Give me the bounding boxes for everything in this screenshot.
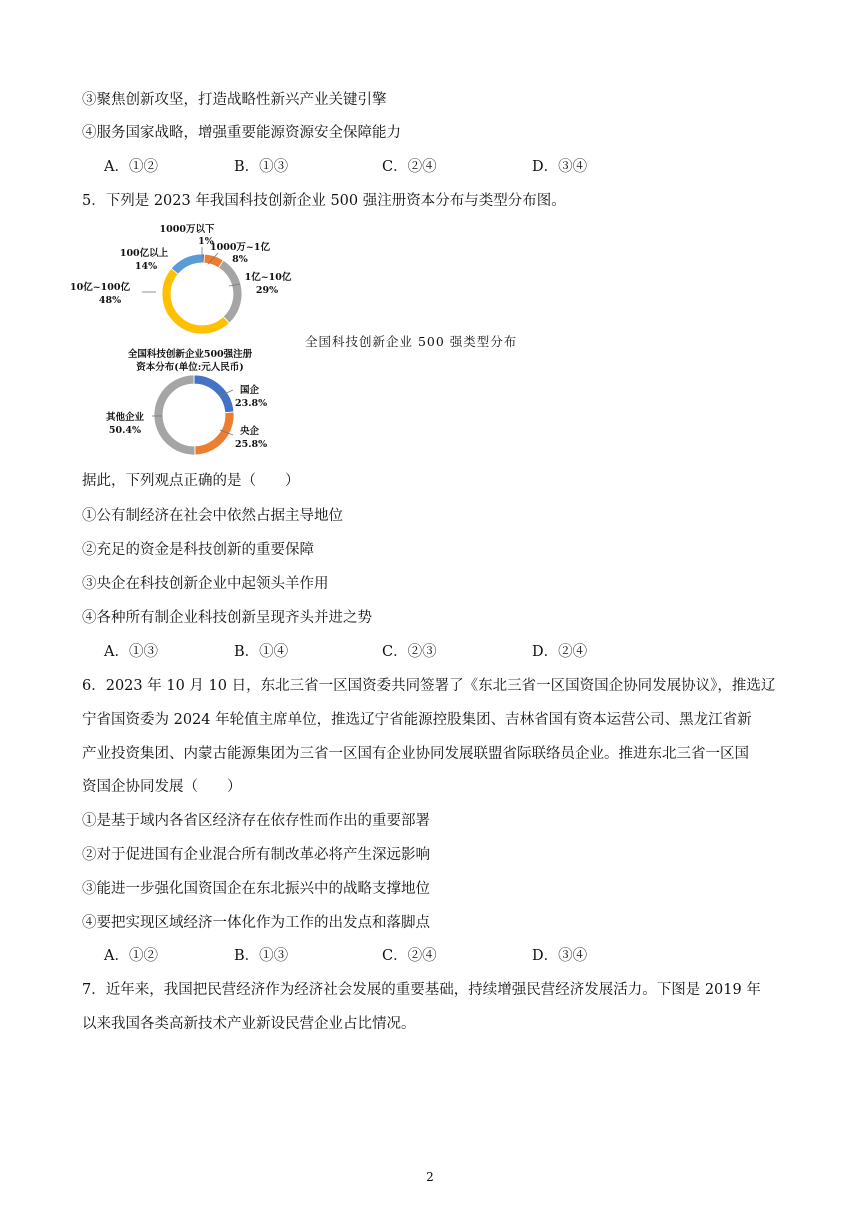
label-1b-10b: 10亿~100亿 <box>69 282 131 293</box>
q4-statement-3: ③聚焦创新攻坚，打造战略性新兴产业关键引擎 <box>82 92 387 108</box>
q7-stem-line-1: 7．近年来，我国把民营经济作为经济社会发展的重要基础，持续增强民营经济发展活力。下图是 2019 年 <box>82 982 761 998</box>
label-other: 其他企业 <box>105 412 145 423</box>
q6-statement-3: ③能进一步强化国资国企在东北振兴中的战略支撑地位 <box>82 881 430 897</box>
value-10m-100m: 8% <box>232 254 248 265</box>
q6-stem-line-2: 宁省国资委为 2024 年轮值主席单位，推选辽宁省能源控股集团、吉林省国有资本运营公司、黑龙江省新 <box>82 712 752 728</box>
capital-slice-4 <box>171 254 202 274</box>
q7-stem-line-2: 以来我国各类高新技术产业新设民营企业占比情况。 <box>82 1016 416 1032</box>
label-soe: 国企 <box>240 385 260 396</box>
chart1-title-line1: 全国科技创新企业500强注册 <box>127 349 253 360</box>
chart1-title <box>128 348 253 373</box>
q5-stem: 5．下列是 2023 年我国科技创新企业 500 强注册资本分布与类型分布图。 <box>82 193 566 209</box>
value-1b-10b: 48% <box>98 295 122 306</box>
label-100m-1b: 1亿~10亿 <box>244 272 292 283</box>
ownership-slice-0 <box>194 375 234 413</box>
q6-option-c[interactable]: C．②④ <box>382 948 437 964</box>
q5-statement-3: ③央企在科技创新企业中起领头羊作用 <box>82 576 329 592</box>
q6-stem-line-1: 6．2023 年 10 月 10 日，东北三省一区国资委共同签署了《东北三省一区国资国企协同发展协议》，推选辽 <box>82 678 776 694</box>
label-central: 央企 <box>240 426 260 437</box>
value-under-10m: 1% <box>198 236 214 247</box>
q6-option-a[interactable]: A．①② <box>104 948 158 964</box>
value-100m-1b: 29% <box>255 285 279 296</box>
q4-option-a[interactable]: A．①② <box>104 159 158 175</box>
label-10m-100m: 1000万~1亿 <box>209 242 271 253</box>
label-over-10b: 100亿以上 <box>119 248 169 259</box>
q5-statement-2: ②充足的资金是科技创新的重要保障 <box>82 542 314 558</box>
ownership-chart-caption: 全国科技创新企业 500 强类型分布 <box>305 334 518 349</box>
capital-slice-3 <box>162 269 229 334</box>
q6-statement-2: ②对于促进国有企业混合所有制改革必将产生深远影响 <box>82 847 430 863</box>
value-other: 50.4% <box>108 425 142 436</box>
q5-statement-1: ①公有制经济在社会中依然占据主导地位 <box>82 508 343 524</box>
q6-stem-line-4: 资国企协同发展（ ） <box>82 779 242 795</box>
value-over-10b: 14% <box>134 261 158 272</box>
q6-statement-1: ①是基于域内各省区经济存在依存性而作出的重要部署 <box>82 813 430 829</box>
q5-option-b[interactable]: B．①④ <box>234 644 289 660</box>
label-under-10m: 1000万以下 <box>159 224 215 235</box>
q6-statement-4: ④要把实现区域经济一体化作为工作的出发点和落脚点 <box>82 915 430 931</box>
q5-option-a[interactable]: A．①③ <box>104 644 158 660</box>
capital-slice-2 <box>219 260 242 323</box>
q6-option-d[interactable]: D．③④ <box>532 948 588 964</box>
q4-statement-4: ④服务国家战略，增强重要能源资源安全保障能力 <box>82 125 401 141</box>
ownership-type-donut-chart <box>80 374 320 464</box>
q5-option-c[interactable]: C．②③ <box>382 644 437 660</box>
q5-option-d[interactable]: D．②④ <box>532 644 588 660</box>
q4-option-b[interactable]: B．①③ <box>234 159 289 175</box>
q5-question: 据此，下列观点正确的是（ ） <box>82 473 300 489</box>
q6-option-b[interactable]: B．①③ <box>234 948 289 964</box>
value-soe: 23.8% <box>235 398 268 409</box>
value-central: 25.8% <box>235 439 268 450</box>
q4-option-c[interactable]: C．②④ <box>382 159 437 175</box>
q4-option-d[interactable]: D．③④ <box>532 159 588 175</box>
chart1-title-line2: 资本分布(单位:元人民币) <box>136 362 244 373</box>
ownership-slice-2 <box>154 375 195 455</box>
page-number: 2 <box>426 1170 434 1184</box>
q5-statement-4: ④各种所有制企业科技创新呈现齐头并进之势 <box>82 610 372 626</box>
q6-stem-line-3: 产业投资集团、内蒙古能源集团为三省一区国有企业协同发展联盟省际联络员企业。推进东北三省一区国 <box>82 746 749 762</box>
capital-distribution-donut-chart <box>69 220 320 373</box>
